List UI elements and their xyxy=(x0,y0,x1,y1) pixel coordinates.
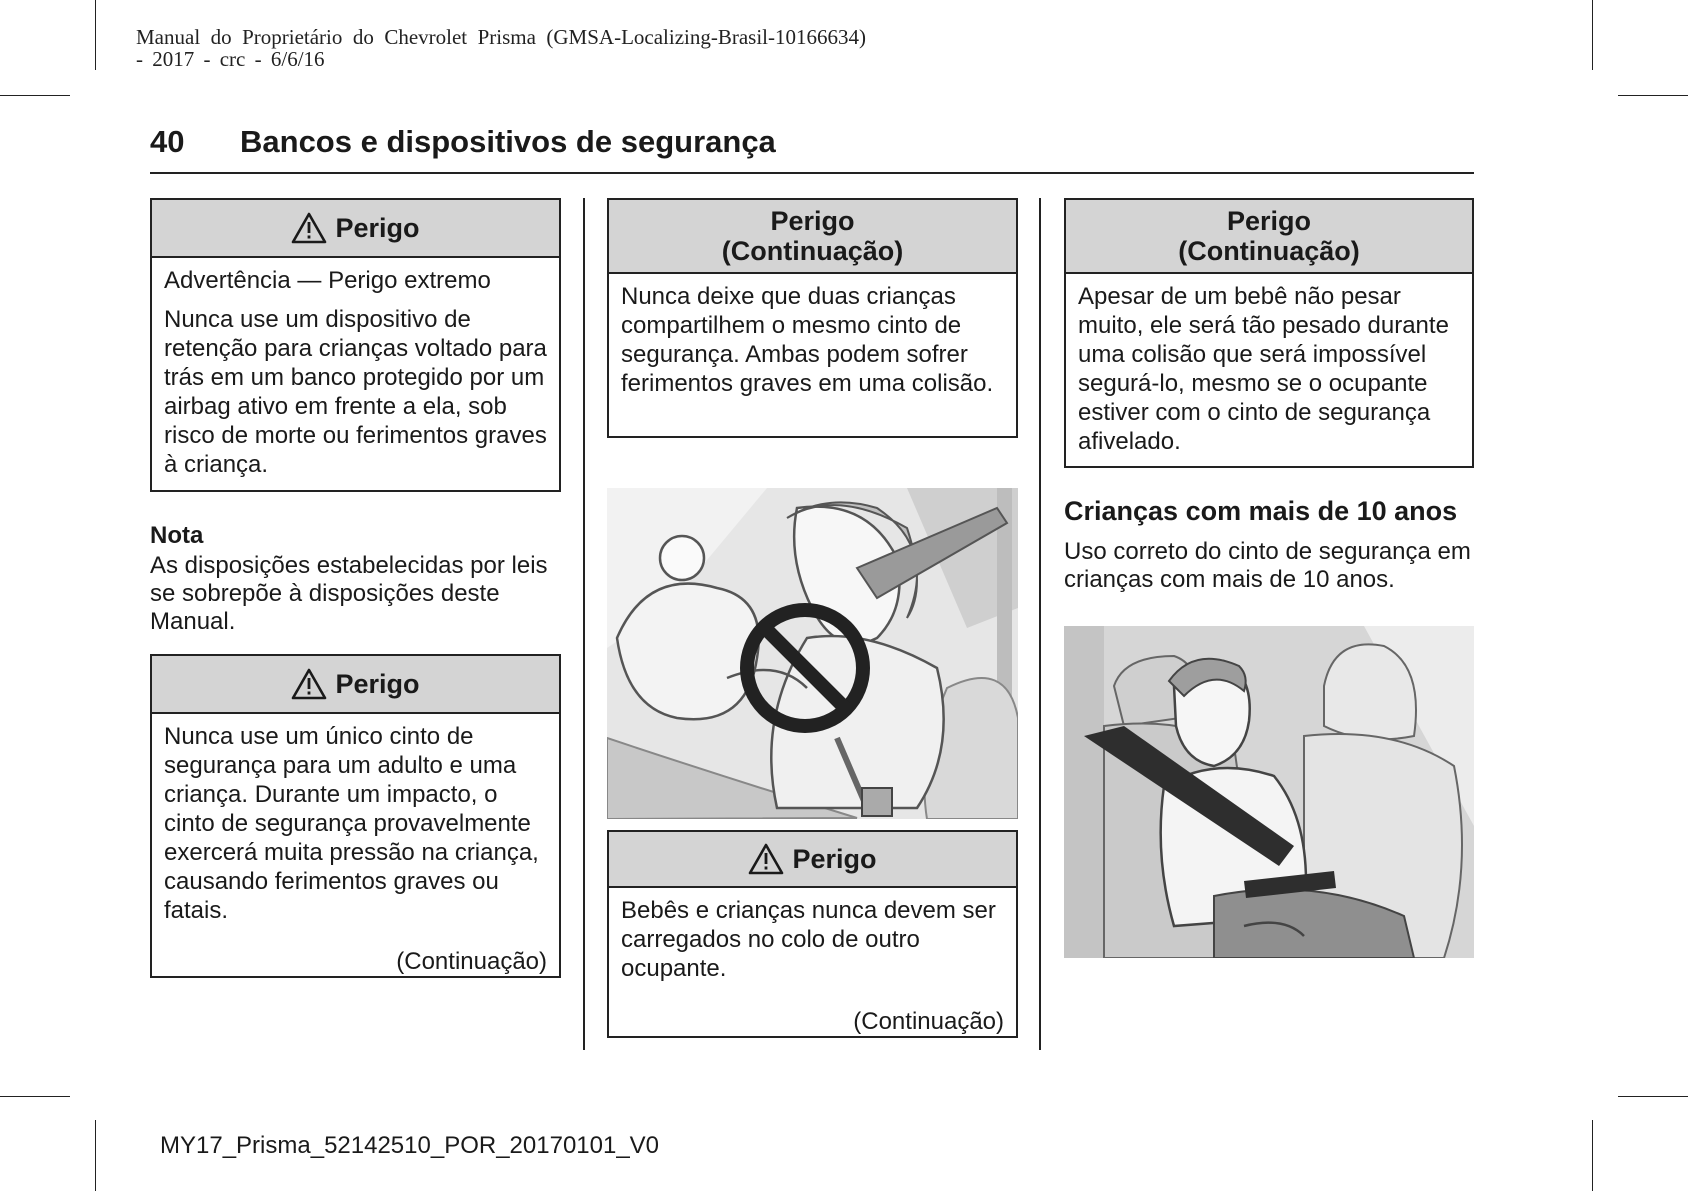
danger-box-shared-belt xyxy=(150,654,561,978)
illustration-child-seatbelt xyxy=(1064,626,1474,958)
child-seatbelt-drawing xyxy=(1064,626,1474,958)
crop-mark xyxy=(0,1096,70,1097)
crop-mark xyxy=(1618,95,1688,96)
danger-box-header xyxy=(1066,200,1472,274)
warning-triangle-icon xyxy=(748,843,784,875)
danger-box-body xyxy=(152,258,559,479)
crop-mark xyxy=(1592,0,1593,70)
danger-subtitle: Advertência — Perigo extremo xyxy=(164,267,491,294)
danger-title: Perigo xyxy=(335,668,420,699)
danger-title: Perigo xyxy=(770,206,855,236)
danger-box-header xyxy=(152,200,559,258)
footer-document-code: MY17_Prisma_52142510_POR_20170101_V0 xyxy=(160,1132,660,1159)
section-text: Uso correto do cinto de segurança em crianças com mais de 10 anos. xyxy=(1064,538,1471,593)
crop-mark xyxy=(95,1120,96,1191)
danger-box-continued xyxy=(1064,198,1474,468)
warning-triangle-icon xyxy=(291,212,327,244)
danger-text: Bebês e crianças nunca devem ser carregados no colo de outro ocupante. xyxy=(621,897,996,982)
danger-text: Apesar de um bebê não pesar muito, ele será tão pesado durante uma colisão que será impossível segurá-lo, mesmo se o ocupante estiver com o cinto de segurança afivelado. xyxy=(1078,283,1449,455)
illustration-baby-on-lap xyxy=(607,488,1018,819)
danger-box-header xyxy=(609,832,1016,888)
danger-title-continuation: (Continuação) xyxy=(1178,236,1360,266)
warning-triangle-icon xyxy=(291,668,327,700)
title-rule xyxy=(150,172,1474,174)
danger-title: Perigo xyxy=(335,212,420,243)
danger-box-body xyxy=(609,274,1016,398)
continuation-label: (Continuação) xyxy=(396,948,547,975)
section-heading: Crianças com mais de 10 anos xyxy=(1064,496,1458,526)
danger-box-header xyxy=(609,200,1016,274)
column-separator xyxy=(1039,198,1041,1050)
column-separator xyxy=(583,198,585,1050)
danger-box-body xyxy=(152,714,559,925)
document-meta: Manual do Proprietário do Chevrolet Prisma (GMSA-Localizing-Brasil-10166634) - 2017 - crc - 6/6/16 xyxy=(136,25,866,71)
danger-box-lap xyxy=(607,830,1018,1038)
danger-text: Nunca use um dispositivo de retenção para crianças voltado para trás em um banco protegido por um airbag ativo em frente a ela, sob risco de morte ou ferimentos graves à criança. xyxy=(164,306,547,478)
danger-box-airbag xyxy=(150,198,561,492)
chapter-title: Bancos e dispositivos de segurança xyxy=(240,124,776,159)
crop-mark xyxy=(1592,1120,1593,1191)
crop-mark xyxy=(95,0,96,70)
danger-box-header xyxy=(152,656,559,714)
crop-mark xyxy=(0,95,70,96)
baby-on-lap-drawing xyxy=(607,488,1018,819)
continuation-label: (Continuação) xyxy=(853,1008,1004,1035)
page-number: 40 xyxy=(150,124,185,159)
note-text: As disposições estabelecidas por leis se sobrepõe à disposições deste Manual. xyxy=(150,552,548,635)
danger-box-body xyxy=(609,888,1016,983)
crop-mark xyxy=(1618,1096,1688,1097)
danger-title: Perigo xyxy=(1226,206,1312,236)
danger-box-body xyxy=(1066,274,1472,456)
danger-text: Nunca deixe que duas crianças compartilhem o mesmo cinto de segurança. Ambas podem sofrer ferimentos graves em uma colisão. xyxy=(621,283,994,397)
danger-text: Nunca use um único cinto de segurança para um adulto e uma criança. Durante um impacto, o cinto de segurança provavelmente exercerá muita pressão na criança, causando ferimentos graves ou fatais. xyxy=(164,723,539,924)
note-label: Nota xyxy=(150,522,204,549)
danger-title: Perigo xyxy=(792,843,877,874)
danger-box-continued xyxy=(607,198,1018,438)
danger-title-continuation: (Continuação) xyxy=(721,236,904,266)
